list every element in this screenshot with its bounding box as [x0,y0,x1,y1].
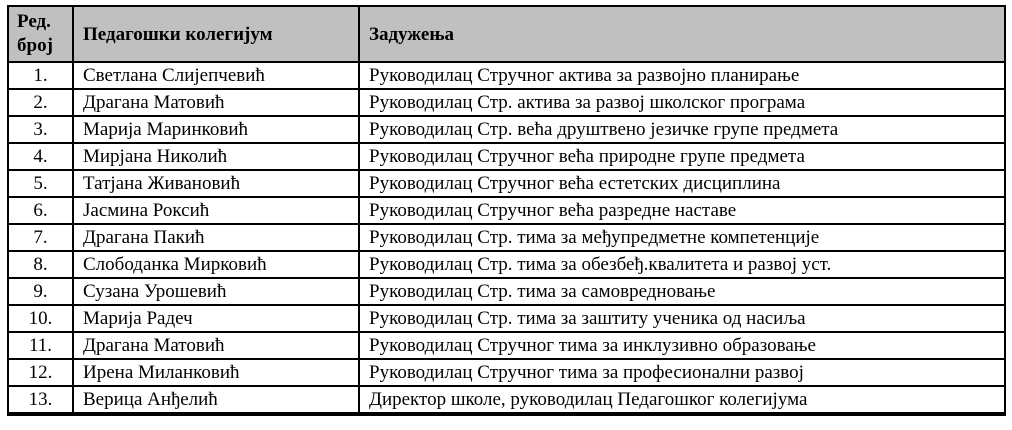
name-cell: Слободанка Мирковић [73,251,359,278]
name-cell: Светлана Слијепчевић [73,62,359,89]
table-body [8,62,1005,414]
table-row [8,170,1005,197]
name-cell: Драгана Матовић [73,332,359,359]
table-row [8,143,1005,170]
duty-cell: Руководилац Стручног актива за развојно планирање [359,62,1005,89]
row-number-cell: 8. [8,251,73,278]
table-row [8,89,1005,116]
table-row [8,359,1005,386]
row-number-cell: 5. [8,170,73,197]
row-number-cell: 2. [8,89,73,116]
pedagogical-collegium-table [7,5,1006,416]
name-cell: Марија Маринковић [73,116,359,143]
duty-cell: Руководилац Стручног већа естетских дисциплина [359,170,1005,197]
row-number-cell: 4. [8,143,73,170]
name-cell: Верица Анђелић [73,386,359,414]
table-header-row [8,6,1005,62]
row-number-cell: 7. [8,224,73,251]
table-row [8,386,1005,414]
name-cell: Ирена Миланковић [73,359,359,386]
table-row [8,251,1005,278]
table-row [8,305,1005,332]
header-collegium: Педагошки колегијум [73,6,359,62]
name-cell: Татјана Живановић [73,170,359,197]
duty-cell: Руководилац Стр. тима за међупредметне компетенције [359,224,1005,251]
duty-cell: Руководилац Стручног тима за инклузивно образовање [359,332,1005,359]
table-row [8,332,1005,359]
header-row-number: Ред. број [8,6,73,62]
duty-cell: Руководилац Стручног тима за професионални развој [359,359,1005,386]
row-number-cell: 11. [8,332,73,359]
row-number-cell: 13. [8,386,73,414]
name-cell: Јасмина Роксић [73,197,359,224]
duty-cell: Руководилац Стр. актива за развој школског програма [359,89,1005,116]
table-row [8,62,1005,89]
row-number-cell: 1. [8,62,73,89]
name-cell: Мирјана Николић [73,143,359,170]
name-cell: Драгана Матовић [73,89,359,116]
table-row [8,197,1005,224]
header-duties: Задужења [359,6,1005,62]
row-number-cell: 9. [8,278,73,305]
row-number-cell: 3. [8,116,73,143]
duty-cell: Руководилац Стр. тима за обезбеђ.квалитета и развој уст. [359,251,1005,278]
name-cell: Марија Радеч [73,305,359,332]
duty-cell: Руководилац Стручног већа разредне наставе [359,197,1005,224]
row-number-cell: 12. [8,359,73,386]
row-number-cell: 6. [8,197,73,224]
name-cell: Драгана Пакић [73,224,359,251]
table-row [8,278,1005,305]
duty-cell: Руководилац Стр. већа друштвено језичке групе предмета [359,116,1005,143]
duty-cell: Руководилац Стр. тима за заштиту ученика од насиља [359,305,1005,332]
duty-cell: Руководилац Стр. тима за самовредновање [359,278,1005,305]
duty-cell: Директор школе, руководилац Педагошког колегијума [359,386,1005,414]
duty-cell: Руководилац Стручног већа природне групе предмета [359,143,1005,170]
table-row [8,116,1005,143]
row-number-cell: 10. [8,305,73,332]
name-cell: Сузана Урошевић [73,278,359,305]
table-row [8,224,1005,251]
